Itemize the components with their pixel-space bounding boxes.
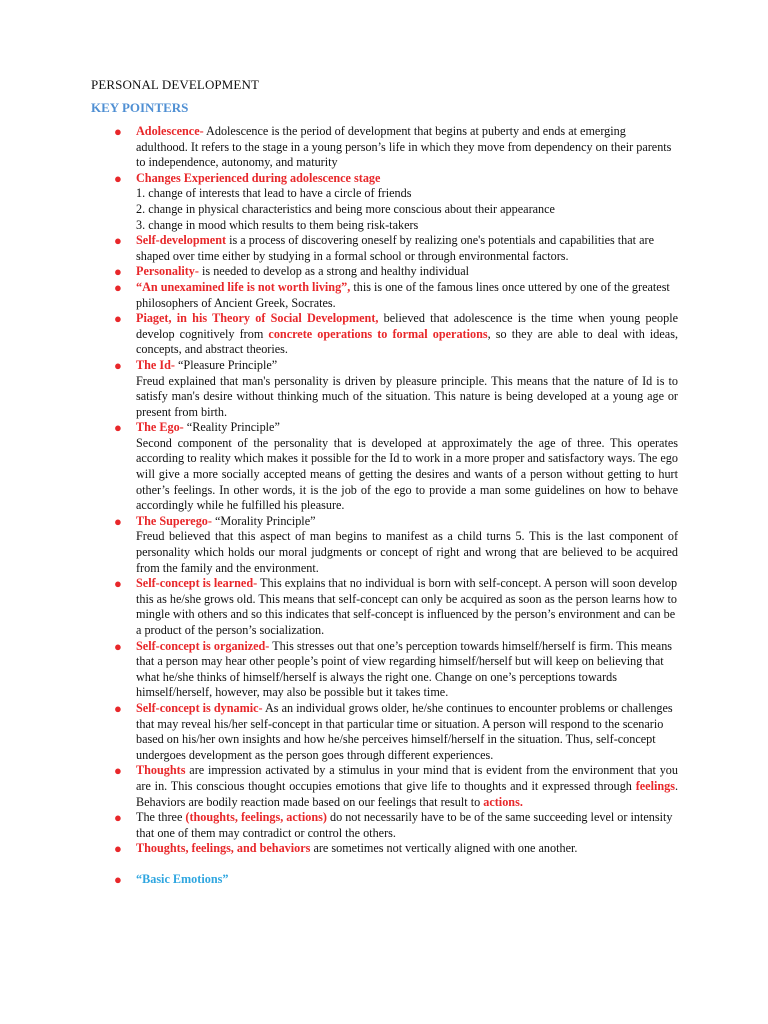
bullet-icon: ● <box>114 638 122 654</box>
list-item-self-concept-dynamic <box>114 700 678 763</box>
bullet-icon: ● <box>114 264 122 280</box>
term-self-concept-dynamic: Self-concept is dynamic- <box>136 700 263 715</box>
text-superego: Freud believed that this aspect of man begins to manifest as a child turns 5. This is the last component of personality which holds our moral judgments or concept of right and wrong that are believed to be acquired from the family and the environment. <box>136 529 678 575</box>
text-three-2: do not necessarily have to be of the same succeeding level or intensity that one of them may contradict or control the others. <box>136 810 673 840</box>
term-three: (thoughts, feelings, actions) <box>185 810 327 825</box>
term-self-concept-learned: Self-concept is learned- <box>136 576 258 591</box>
text-three-1: The three <box>136 810 186 825</box>
list-item-changes <box>114 170 678 233</box>
term-self-concept-organized: Self-concept is organized- <box>136 638 270 653</box>
list-item-adolescence <box>114 124 678 171</box>
bullet-icon: ● <box>114 763 122 779</box>
text-ego: Second component of the personality that is developed at approximately the age of three. This operates according to reality which makes it possible for the Id to work in a more proper and satisfactory ways. The ego will give a more socially accepted means of getting the desires and wants of a person without getting to hurt other’s feelings. In other words, it is the job of the ego to provide a man some guidelines on how to behave accordingly while he fulfilled his pleasure. <box>136 435 678 513</box>
text-quote: this is one of the famous lines once uttered by one of the greatest philosophers of Ancient Greek, Socrates. <box>136 279 670 310</box>
subtitle-superego: “Morality Principle” <box>211 513 316 528</box>
list-item-id <box>114 357 678 420</box>
list-item-self-concept-organized <box>114 638 678 701</box>
term-id: The Id- <box>136 357 175 372</box>
term-self-development: Self-development <box>136 233 227 248</box>
term-superego: The Superego- <box>136 513 212 528</box>
text-self-concept-dynamic: As an individual grows older, he/she continues to encounter problems or challenges that may reveal his/her self-concept in that particular time or situation. A person will respond to the scenario based on his/her own insights and how he/she perceives himself/herself in the situation. Thus, self-concept undergoes development as the person goes through different experiences. <box>136 700 673 762</box>
subtitle-ego: “Reality Principle” <box>183 420 280 435</box>
term-basic-emotions: “Basic Emotions” <box>136 871 229 886</box>
text-self-concept-learned: This explains that no individual is born with self-concept. A person will soon develop this as he/she grows old. This means that self-concept can only be acquired as soon as the person learns how to mingle with others and so this indicates that self-concept is influenced by the person’s environment and can be a product of the person’s socialization. <box>136 576 678 637</box>
term-quote: “An unexamined life is not worth living”, <box>136 279 351 294</box>
list-item-the-three <box>114 810 678 841</box>
term-feelings: feelings <box>635 778 675 793</box>
text-piaget-1: believed that adolescence is the time when young people develop cognitively from <box>136 311 678 341</box>
text-piaget-2: , so they are able to deal with ideas, concepts, and abstract theories. <box>136 326 678 357</box>
changes-line-3: 3. change in mood which results to them being risk-takers <box>136 217 419 232</box>
term-piaget-operations: concrete operations to formal operations <box>268 326 488 341</box>
term-not-aligned: Thoughts, feelings, and behaviors <box>136 841 311 856</box>
list-item-ego <box>114 420 678 514</box>
term-adolescence: Adolescence- <box>136 124 204 138</box>
list-item-piaget <box>114 311 678 358</box>
list-item-thoughts <box>114 763 678 810</box>
term-personality: Personality- <box>136 264 199 279</box>
text-thoughts-2: . Behaviors are bodily reaction made based on our feelings that result to <box>136 778 678 809</box>
bullet-icon: ● <box>114 810 122 826</box>
list-item-socrates-quote <box>114 279 678 311</box>
term-thoughts: Thoughts <box>136 763 186 778</box>
list-item-not-aligned <box>114 841 678 857</box>
list-item-personality <box>114 264 678 280</box>
list-item-basic-emotions <box>114 871 678 888</box>
bullet-icon: ● <box>114 357 122 373</box>
bullet-icon: ● <box>114 700 122 716</box>
bullet-icon: ● <box>114 233 122 249</box>
bullet-icon: ● <box>114 279 122 295</box>
bullet-icon: ● <box>114 513 122 529</box>
text-self-development: is a process of discovering oneself by realizing one's potentials and capabilities that are shaped over time either by studying in a formal school or through environmental factors. <box>136 233 654 263</box>
list-item-self-concept-learned <box>114 576 678 638</box>
key-pointers-list <box>114 124 678 888</box>
bullet-icon: ● <box>114 841 122 857</box>
text-thoughts-1: are impression activated by a stimulus in your mind that is evident from the environment that you are in. This conscious thought occupies emotions that give life to thoughts and it expressed through <box>136 763 678 793</box>
term-changes: Changes Experienced during adolescence stage <box>136 170 381 185</box>
text-id: Freud explained that man's personality is driven by pleasure principle. This means that the nature of Id is to satisfy man's desire without thinking much of the situation. This nature is being developed at a young age or present from birth. <box>136 373 678 419</box>
text-personality: is needed to develop as a strong and healthy individual <box>198 264 470 279</box>
bullet-icon: ● <box>114 124 122 139</box>
list-item-self-development <box>114 233 678 264</box>
changes-line-1: 1. change of interests that lead to have a circle of friends <box>136 186 412 201</box>
bullet-icon: ● <box>114 170 122 186</box>
list-spacer <box>136 857 678 872</box>
text-adolescence: Adolescence is the period of development that begins at puberty and ends at emerging adulthood. It refers to the stage in a young person’s life in which they move from dependency on their parents to independence, autonomy, and maturity <box>136 124 672 170</box>
changes-line-2: 2. change in physical characteristics and being more conscious about their appearance <box>136 201 555 216</box>
subtitle-id: “Pleasure Principle” <box>174 357 278 372</box>
bullet-icon: ● <box>114 871 122 887</box>
bullet-icon: ● <box>114 420 122 436</box>
document-title: PERSONAL DEVELOPMENT <box>91 77 259 92</box>
term-ego: The Ego- <box>136 420 184 435</box>
text-self-concept-organized: This stresses out that one’s perception towards himself/herself is firm. This means that a person may hear other people’s point of view regarding himself/herself but will keep on believing that what he/she thinks of himself/herself is always the right one. Change on one’s perceptions towards himself/herself, however, may also be possible but it takes time. <box>136 638 673 700</box>
bullet-icon: ● <box>114 576 122 592</box>
list-item-superego <box>114 513 678 576</box>
text-not-aligned: are sometimes not vertically aligned with one another. <box>310 841 578 856</box>
section-heading-key-pointers: KEY POINTERS <box>91 100 189 115</box>
bullet-icon: ● <box>114 311 122 327</box>
term-piaget: Piaget, in his Theory of Social Development, <box>136 311 379 326</box>
term-actions: actions. <box>483 794 523 809</box>
